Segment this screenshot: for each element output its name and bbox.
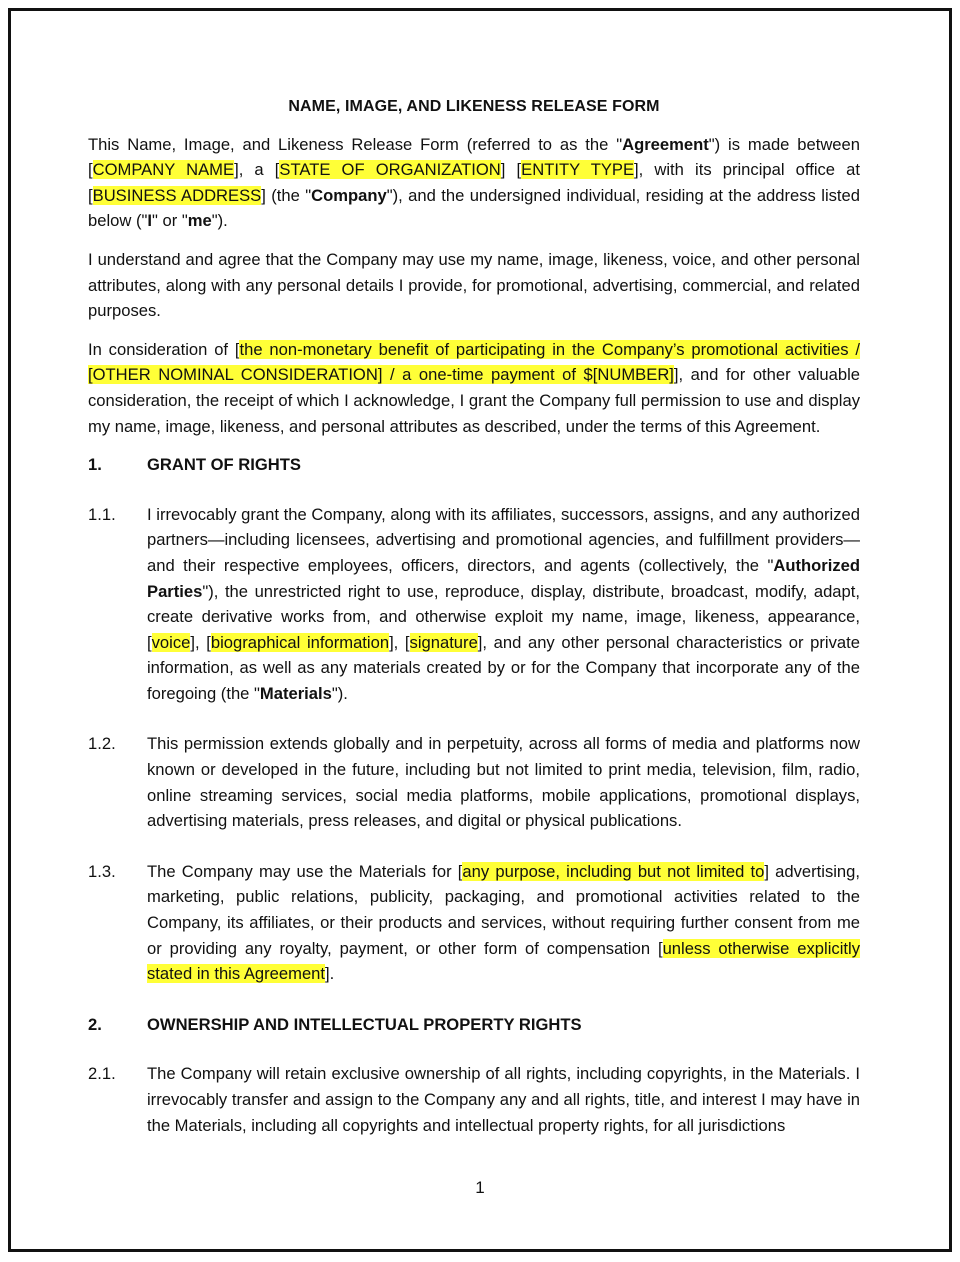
placeholder-company-name[interactable]: COMPANY NAME (92, 160, 235, 180)
clause-text: ], [ (389, 632, 410, 652)
authorized-parties-term: Authorized Parties (147, 555, 860, 601)
clause-2-1-text: The Company will retain exclusive ownership of all rights, including copyrights, in the Materials. I irrevocably transfer and assign to the Company any and all rights, title, and interest I may have in the Materials, including all copyrights and intellectual property rights, for all jurisdictions (147, 1064, 860, 1135)
clause-1-3 (88, 859, 860, 987)
intro-text: ] (the " (261, 185, 312, 205)
clause-text: "). (331, 683, 348, 703)
consideration-text: In consideration of [ (88, 339, 240, 359)
clause-text: The Company may use the Materials for [ (147, 861, 463, 881)
agreement-term: Agreement (622, 134, 709, 154)
intro-text: ], with its principal office at [ (88, 160, 861, 205)
clause-text: ]. (325, 964, 335, 984)
section-2-heading (88, 1012, 860, 1038)
clause-1-3-text (147, 859, 860, 987)
intro-text: "). (211, 211, 228, 231)
placeholder-business-address[interactable]: BUSINESS ADDRESS (92, 185, 262, 205)
clause-2-1-number: 2.1. (88, 1064, 116, 1084)
document-body (88, 94, 860, 1163)
section-1-heading (88, 452, 860, 478)
clause-text: "), the unrestricted right to use, reproduce, display, distribute, broadcast, modify, adapt, create derivative works from, and otherwise exploit my name, image, likeness, appearance, [ (147, 581, 860, 652)
clause-1-1-text (147, 502, 860, 707)
clause-1-3-number: 1.3. (88, 861, 116, 881)
clause-text: ], [ (190, 632, 211, 652)
company-term: Company (311, 185, 387, 205)
clause-1-2 (88, 731, 860, 833)
intro-text: " or " (152, 211, 188, 231)
clause-1-2-text: This permission extends globally and in perpetuity, across all forms of media and platforms now known or developed in the future, including but not limited to print media, television, film, radio, online streaming services, social media platforms, mobile applications, promotional displays, advertising materials, press releases, and digital or physical publications. (147, 734, 860, 831)
placeholder-purpose[interactable]: any purpose, including but not limited to (462, 861, 765, 881)
placeholder-signature[interactable]: signature (409, 632, 478, 652)
intro-text: "), and the undersigned individual, residing at the address listed below (" (88, 185, 860, 231)
placeholder-biographical[interactable]: biographical information (210, 632, 390, 652)
consideration-text: ], and for other valuable consideration, the receipt of which I acknowledge, I grant the Company full permission to use and display my name, image, likeness, and personal attributes as described, under the terms of this Agreement. (88, 365, 860, 436)
placeholder-state[interactable]: STATE OF ORGANIZATION (279, 160, 501, 180)
section-2-title: OWNERSHIP AND INTELLECTUAL PROPERTY RIGHTS (147, 1014, 582, 1034)
clause-1-1 (88, 502, 860, 707)
placeholder-entity-type[interactable]: ENTITY TYPE (521, 160, 635, 180)
clause-text: ] advertising, marketing, public relations, publicity, packaging, and promotional activities related to the Company, its affiliates, or their products and services, without requiring further consent from me or providing any royalty, payment, or other form of compensation [ (147, 861, 861, 958)
clause-1-1-number: 1.1. (88, 504, 116, 524)
clause-text: I irrevocably grant the Company, along with its affiliates, successors, assigns, and any authorized partners—including licensees, advertising and promotional agencies, and fulfillment providers—and their respective employees, officers, directors, and agents (collectively, the " (147, 504, 860, 575)
section-1-title: GRANT OF RIGHTS (147, 455, 301, 475)
use-paragraph: I understand and agree that the Company may use my name, image, likeness, voice, and other personal attributes, along with any personal details I provide, for promotional, advertising, commercial, and related purposes. (88, 249, 860, 321)
page-number: 1 (475, 1178, 485, 1197)
clause-text: ], and any other personal characteristics or private information, as well as any materials created by or for the Company that incorporate any of the foregoing (the " (147, 632, 860, 703)
placeholder-unless[interactable]: unless otherwise explicitly stated in this Agreement (147, 938, 860, 984)
i-term: I (147, 211, 153, 231)
clause-2-1 (88, 1061, 860, 1138)
section-1-number: 1. (88, 455, 102, 475)
placeholder-consideration[interactable]: the non-monetary benefit of participating in the Company’s promotional activities / [OTHER NOMINAL CONSIDERATION] / a one-time payment of $[NUMBER] (88, 339, 860, 385)
materials-term: Materials (259, 683, 332, 703)
intro-text: ] [ (500, 160, 522, 180)
me-term: me (187, 211, 212, 231)
intro-text: This Name, Image, and Likeness Release Form (referred to as the " (88, 134, 623, 154)
intro-text: ], a [ (234, 160, 280, 180)
intro-paragraph (88, 132, 860, 234)
document-title: NAME, IMAGE, AND LIKENESS RELEASE FORM (288, 98, 660, 115)
clause-1-2-number: 1.2. (88, 734, 116, 754)
consideration-paragraph (88, 337, 860, 439)
section-2-number: 2. (88, 1014, 102, 1034)
intro-text: ") is made between [ (88, 134, 860, 180)
placeholder-voice[interactable]: voice (151, 632, 191, 652)
